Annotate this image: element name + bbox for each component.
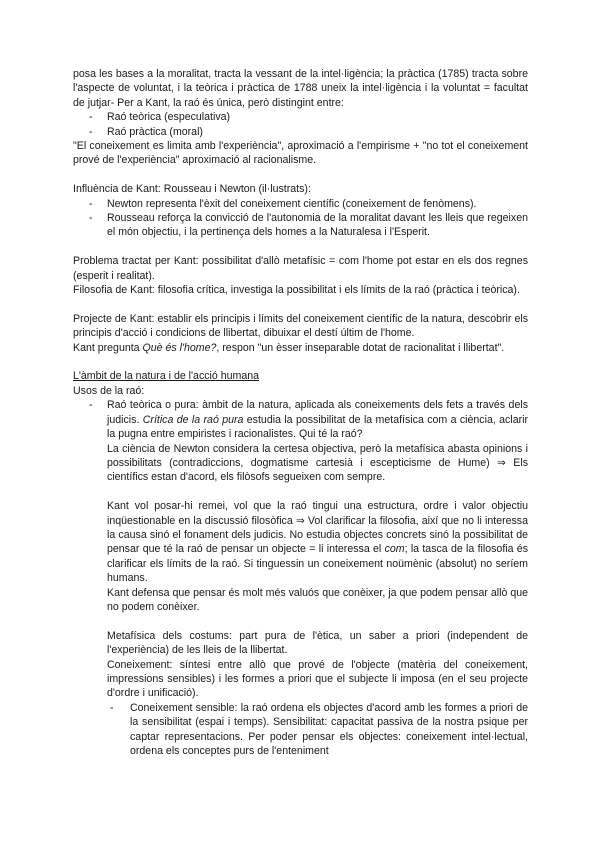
list-item: - Rousseau reforça la convicció de l'autonomia de la moralitat davant les lleis que regeixen el món objectiu, i la pertinença dels homes a la Naturalesa i l'Esperit.	[107, 211, 528, 240]
paragraph-influences: Influència de Kant: Rousseau i Newton (il·lustrats):	[73, 183, 311, 196]
sub-paragraphs	[73, 442, 528, 701]
list-item: - Newton representa l'èxit del coneixement científic (coneixement de fenòmens).	[107, 197, 528, 211]
paragraph-remedy: Kant vol posar-hi remei, vol que la raó tingui una estructura, ordre i valor objectiu inqüestionable en la discussió filosòfica ⇒ Vol clarificar la filosofia, així que no li interessa la causa sinó el fonament dels judicis. No estudia objectes concrets sinó la possibilitat de pensar que té la raó de pensar un objecte = li interessa el com; la tasca de la filosofia és clarificar els límits de la raó. Si tinguessin un coneixement noümènic (absolut) no seríem humans.	[107, 500, 529, 585]
list-item: - Coneixement sensible: la raó ordena els objectes d'acord amb les formes a priori de la sensibilitat (espai i temps). Sensibilitat: capacitat passiva de la nostra psique per captar representacions. Per poder pensar els objectes: coneixement intel·lectual, ordena els conceptes purs de l'enteniment	[130, 701, 528, 759]
paragraph-newton: La ciència de Newton considera la certesa objectiva, però la metafísica abasta opinions i possibilitats (contradiccions, dogmatisme cartesià i escepticisme de Hume) ⇒ Els científics estan d'acord, els filòsofs segueixen com sempre.	[107, 442, 528, 484]
paragraph-thinking: Kant defensa que pensar és molt més valuós que conèixer, ja que podem pensar allò que no podem conèixer.	[107, 586, 528, 613]
knowledge-list	[73, 701, 528, 759]
paragraph-philosophy: Filosofia de Kant: filosofia crítica, investiga la possibilitat i els límits de la raó (pràctica i teòrica).	[73, 284, 520, 297]
paragraph-synthesis: Coneixement: síntesi entre allò que prové de l'objecte (matèria del coneixement, impressions sensibles) i les formes a priori que el subjecte li imposa (en el seu projecte d'ordre i unificació).	[107, 658, 528, 700]
reason-types-list	[73, 110, 528, 139]
influences-list	[73, 197, 528, 240]
section-heading: L'àmbit de la natura i de l'acció humana	[73, 370, 260, 383]
list-item: - Raó teòrica (especulativa)	[107, 110, 528, 124]
paragraph-metaphysics: Metafísica dels costums: part pura de l'ètica, un saber a priori (independent de l'experiència) de les lleis de la llibertat.	[107, 629, 528, 657]
paragraph-project: Projecte de Kant: establir els principis i límits del coneixement científic de la natura, descobrir els principis d'acció i condicions de llibertat, dibuixar el destí últim de l'home.	[73, 312, 528, 340]
document-page	[73, 67, 528, 758]
paragraph-knowledge-limit: "El coneixement es limita amb l'experiència", aproximació a l'empirisme + "no tot el coneixement prové de l'experiència" aproximació al racionalisme.	[73, 140, 528, 167]
list-item: - Raó pràctica (moral)	[107, 125, 528, 139]
list-item: - Raó teòrica o pura: àmbit de la natura, aplicada als coneixements dels fets a través dels judicis. Crítica de la raó pura estudia la possibilitat de la metafísica com a ciència, aclarir la pugna entre empiristes i racionalistes. Qui té la raó?	[107, 398, 528, 441]
paragraph-problem: Problema tractat per Kant: possibilitat d'allò metafísic = com l'home pot estar en els dos regnes (esperit i realitat).	[73, 255, 528, 282]
paragraph-intro: posa les bases a la moralitat, tracta la vessant de la intel·ligència; la pràctica (1785) tracta sobre l'aspecte de voluntat, i la teòrica i pràctica de 1788 uneix la intel·ligència i la voluntat = facultat de jutjar- Per a Kant, la raó és única, però distingint entre:	[73, 68, 528, 109]
paragraph-question: Kant pregunta Què és l'home?, respon "un èsser inseparable dotat de racionalitat i llibertat".	[73, 341, 505, 354]
paragraph-uses: Usos de la raó:	[73, 384, 145, 397]
uses-list	[73, 398, 528, 441]
